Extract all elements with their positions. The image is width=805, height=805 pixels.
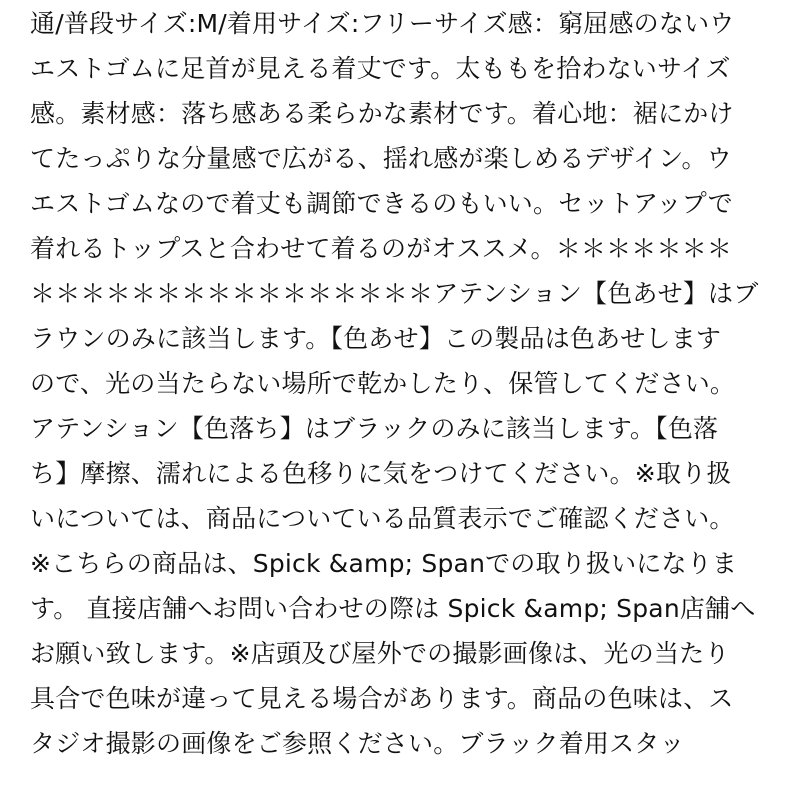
text-line: 着れるトップスと合わせて着るのがオススメ。＊＊＊＊＊＊＊ (30, 234, 733, 263)
text-line: お願い致します。※店頭及び屋外での撮影画像は、光の当たり (30, 639, 730, 668)
text-line: てたっぷりな分量感で広がる、揺れ感が楽しめるデザイン。ウ (30, 144, 732, 173)
text-line: 通/普段サイズ:M/着用サイズ:フリーサイズ感：窮屈感のないウ (30, 9, 735, 38)
text-line: す。 直接店舗へお問い合わせの際は Spick &amp; Span店舗へ (30, 594, 756, 623)
text-line: タジオ撮影の画像をご参照ください。ブラック着用スタッ (30, 729, 685, 758)
text-line: アテンション【色落ち】はブラックのみに該当します。【色落 (30, 414, 719, 443)
text-line: ※こちらの商品は、Spick &amp; Spanでの取り扱いになりま (30, 549, 738, 578)
text-line: エストゴムに足首が見える着丈です。太ももを拾わないサイズ (30, 54, 731, 83)
text-line: 具合で色味が違って見える場合があります。商品の色味は、ス (30, 684, 734, 713)
text-line: ので、光の当たらない場所で乾かしたり、保管してください。 (30, 369, 736, 398)
text-line: エストゴムなので着丈も調節できるのもいい。セットアップで (30, 189, 733, 218)
text-line: ラウンのみに該当します。【色あせ】この製品は色あせします (30, 324, 722, 353)
text-line: 感。素材感：落ち感ある柔らかな素材です。着心地：裾にかけ (30, 99, 734, 128)
cut-off-text-fragment (0, 790, 805, 805)
text-line: いについては、商品についている品質表示でご確認ください。 (30, 504, 735, 533)
text-line: ち】摩擦、濡れによる色移りに気をつけてください。※取り扱 (30, 459, 732, 488)
text-line: ＊＊＊＊＊＊＊＊＊＊＊＊＊＊＊＊アテンション【色あせ】はブ (30, 279, 759, 308)
